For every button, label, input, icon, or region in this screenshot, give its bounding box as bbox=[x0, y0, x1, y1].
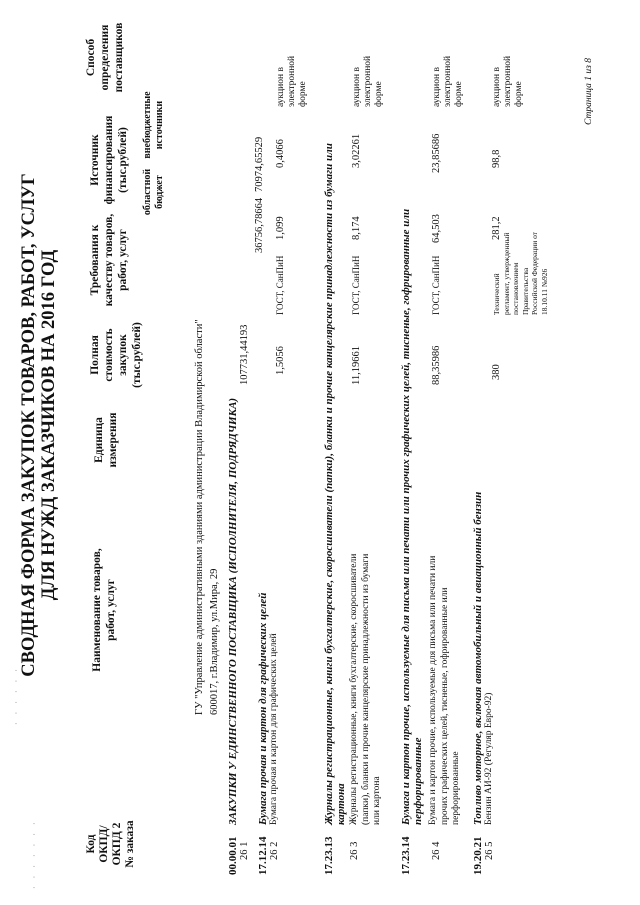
item-regional-budget: 64,503 bbox=[431, 214, 442, 243]
scan-noise: · · · · · · bbox=[12, 666, 21, 725]
section-regional-budget: 36756,78664 bbox=[254, 197, 265, 253]
item-total-cost: 88,35986 bbox=[431, 345, 442, 385]
customer-address: 600017, г.Владимир, ул.Мира, 29 bbox=[209, 568, 220, 715]
item-name: Бензин АИ-92 (Регуляр Евро-92) bbox=[484, 692, 494, 825]
header-regional-budget: областной бюджет bbox=[142, 168, 165, 216]
item-method: аукцион в электронной форме bbox=[432, 55, 464, 107]
group-title: Бумага и картон прочие, используемые для письма или печати или прочих графических целей, тисненые, гофрированные или bbox=[400, 208, 412, 825]
header-funding-source: Источник финансирования (тыс.рублей) bbox=[89, 115, 129, 205]
section-code: 00.00.01 bbox=[227, 836, 239, 875]
header-procurement-method: Способ определения поставщиков bbox=[85, 22, 125, 93]
section-title: ЗАКУПКИ У ЕДИНСТВЕННОГО ПОСТАВЩИКА (ИСПОЛНИТЕЛЯ, ПОДРЯДЧИКА) bbox=[227, 397, 239, 825]
item-requirements: ГОСТ, СанПиН bbox=[275, 255, 285, 315]
section-total-cost: 107731,44193 bbox=[239, 324, 250, 385]
item-method: аукцион в электронной форме bbox=[276, 55, 308, 107]
item-name: Бумага прочая и картон для графических целей bbox=[269, 633, 279, 825]
group-title: Бумага прочая и картон для графических целей bbox=[257, 592, 269, 825]
header-code: Код ОКПД/ ОКПД 2 № заказа bbox=[85, 820, 136, 868]
item-total-cost: 11,19661 bbox=[351, 346, 362, 385]
header-total-cost: Полная стоимость закупок (тыс.рублей) bbox=[89, 322, 143, 388]
header-unit: Единица измерения bbox=[93, 412, 119, 468]
item-requirements: Технический регламент, утвержденный постановлением Правительства Российской Федерации от 18.10.11 №926 bbox=[492, 231, 549, 315]
item-requirements: ГОСТ, СанПиН bbox=[431, 255, 441, 315]
page-number: Страница 1 из 8 bbox=[584, 58, 594, 125]
header-quality-requirements: Требования к качеству товаров, работ, услуг bbox=[89, 213, 129, 307]
order-number: 26 4 bbox=[431, 841, 442, 860]
scan-noise: · · · · · · · bbox=[30, 819, 39, 889]
item-total-cost: 380 bbox=[491, 364, 502, 380]
item-extrabudgetary: 3,02261 bbox=[351, 133, 362, 168]
group-title: Топливо моторное, включая автомобильный и авиационный бензин bbox=[472, 491, 484, 825]
item-regional-budget: 1,099 bbox=[275, 216, 286, 240]
group-code: 17.23.13 bbox=[323, 836, 335, 875]
section-extrabudgetary: 70974,65529 bbox=[254, 136, 265, 192]
order-number: 26 3 bbox=[349, 841, 360, 860]
group-code: 17.12.14 bbox=[257, 836, 269, 875]
section-order-number: 26 1 bbox=[239, 841, 250, 860]
group-title-cont: картона bbox=[335, 783, 347, 825]
customer-name: ГУ "Управление административными зданиями администрации Владимирской области" bbox=[194, 319, 205, 715]
item-name: Журналы регистрационные, книги бухгалтерские, скоросшиватели (папки), бланки и прочие канцелярские принадлежности из бумаги или картона bbox=[349, 553, 382, 825]
group-title: Журналы регистрационные, книги бухгалтерские, скоросшиватели (папки), бланки и прочие канцелярские принадлежности из бумаги или bbox=[323, 143, 335, 825]
order-number: 26 2 bbox=[269, 841, 280, 860]
item-extrabudgetary: 98,8 bbox=[491, 149, 502, 168]
group-title-cont: перфорированные bbox=[412, 737, 424, 825]
item-total-cost: 1,5056 bbox=[275, 346, 286, 375]
item-regional-budget: 281,2 bbox=[491, 216, 502, 240]
doc-title-line1: СВОДНАЯ ФОРМА ЗАКУПОК ТОВАРОВ, РАБОТ, УСЛУГ bbox=[19, 173, 39, 677]
item-name: Бумага и картон прочие, используемые для письма или печати или прочих графических целей, тисненые, гофрированные или перфорированные bbox=[428, 555, 461, 825]
group-code: 19.20.21 bbox=[472, 836, 484, 875]
group-code: 17.23.14 bbox=[400, 836, 412, 875]
doc-title-line2: ДЛЯ НУЖД ЗАКАЗЧИКОВ НА 2016 ГОД bbox=[39, 249, 59, 601]
header-extrabudgetary: внебюджетные источники bbox=[142, 91, 165, 159]
item-method: аукцион в электронной форме bbox=[352, 55, 384, 107]
item-extrabudgetary: 0,4066 bbox=[275, 139, 286, 168]
header-item-name: Наименование товаров, работ, услуг bbox=[91, 548, 117, 672]
order-number: 26 5 bbox=[484, 841, 495, 860]
item-regional-budget: 8,174 bbox=[351, 216, 362, 240]
item-requirements: ГОСТ, СанПиН bbox=[351, 255, 361, 315]
item-method: аукцион в электронной форме bbox=[492, 55, 524, 107]
item-extrabudgetary: 23,85686 bbox=[431, 133, 442, 173]
